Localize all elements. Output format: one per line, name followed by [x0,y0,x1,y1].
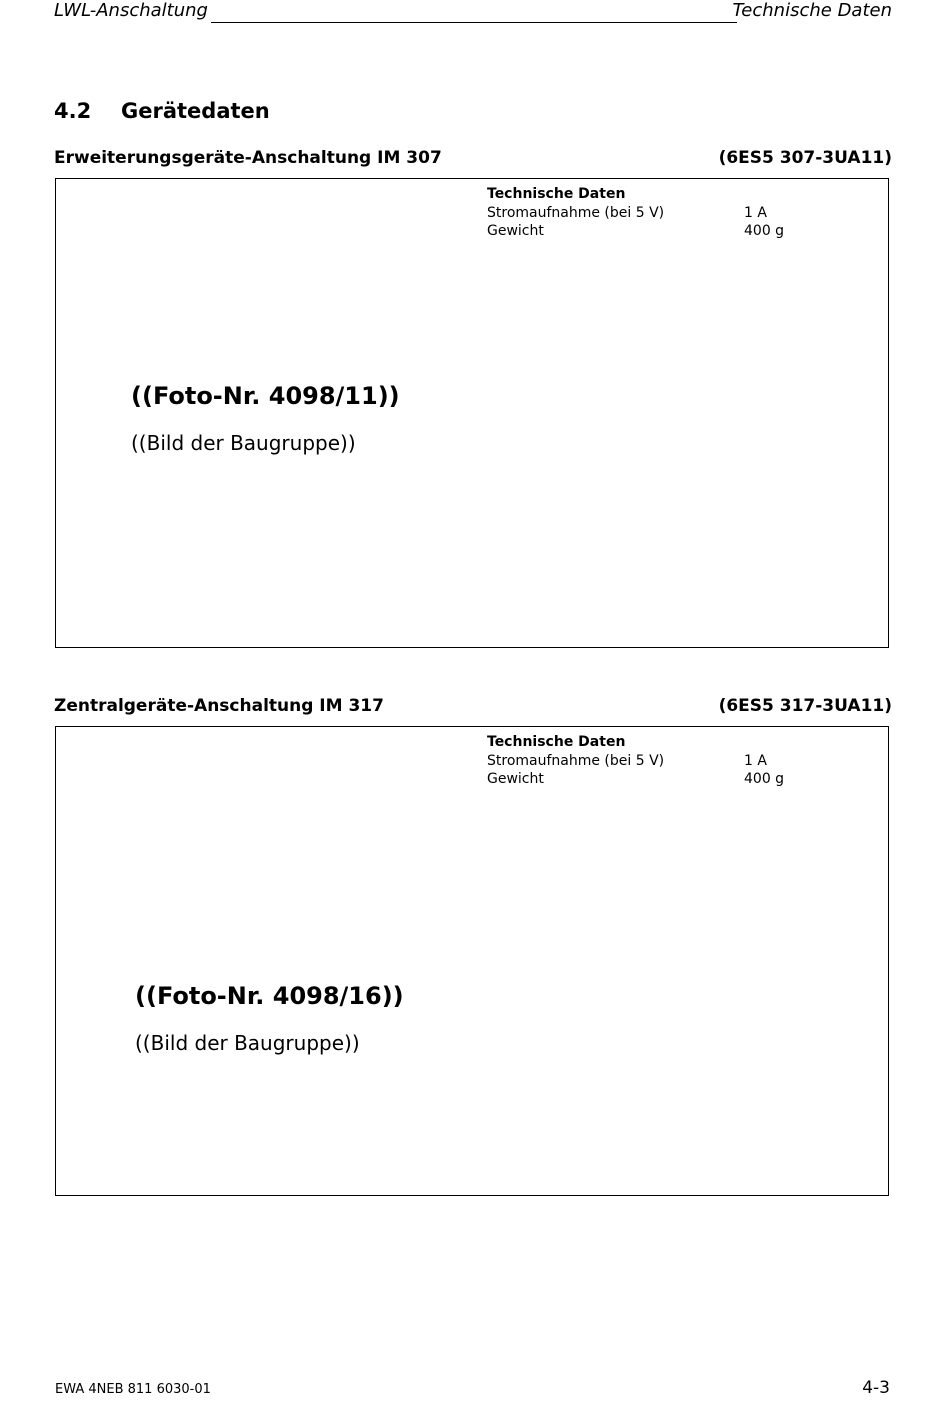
section-number: 4.2 [54,99,92,123]
device-title: Zentralgeräte-Anschaltung IM 317 [54,696,384,716]
footer-document-id: EWA 4NEB 811 6030-01 [55,1382,211,1397]
header-rule [211,22,737,23]
photo-caption: ((Bild der Baugruppe)) [131,431,356,455]
spec-label: Gewicht [487,771,544,787]
header-chapter: LWL-Anschaltung [54,0,208,21]
device-order-code: (6ES5 307-3UA11) [718,148,892,168]
spec-table [487,185,784,241]
spec-row [487,222,784,241]
device-title: Erweiterungsgeräte-Anschaltung IM 307 [54,148,442,168]
spec-row [487,770,784,789]
photo-number: ((Foto-Nr. 4098/16)) [135,982,404,1010]
spec-value: 400 g [744,771,785,787]
spec-label: Gewicht [487,223,544,239]
spec-heading: Technische Daten [487,734,626,750]
spec-value: 1 A [744,752,767,769]
photo-number: ((Foto-Nr. 4098/11)) [131,382,400,410]
spec-row [487,752,784,771]
photo-caption: ((Bild der Baugruppe)) [135,1031,360,1055]
spec-table [487,733,784,789]
spec-heading: Technische Daten [487,186,626,202]
spec-label: Stromaufnahme (bei 5 V) [487,204,665,221]
spec-label: Stromaufnahme (bei 5 V) [487,752,665,769]
spec-value: 400 g [744,223,785,239]
device-box [55,726,889,1196]
device-order-code: (6ES5 317-3UA11) [718,696,892,716]
header-section: Technische Daten [732,0,892,21]
spec-value: 1 A [744,204,767,221]
section-title: Gerätedaten [121,99,270,123]
device-box [55,178,889,648]
spec-row [487,204,784,223]
page-number: 4-3 [862,1378,890,1398]
